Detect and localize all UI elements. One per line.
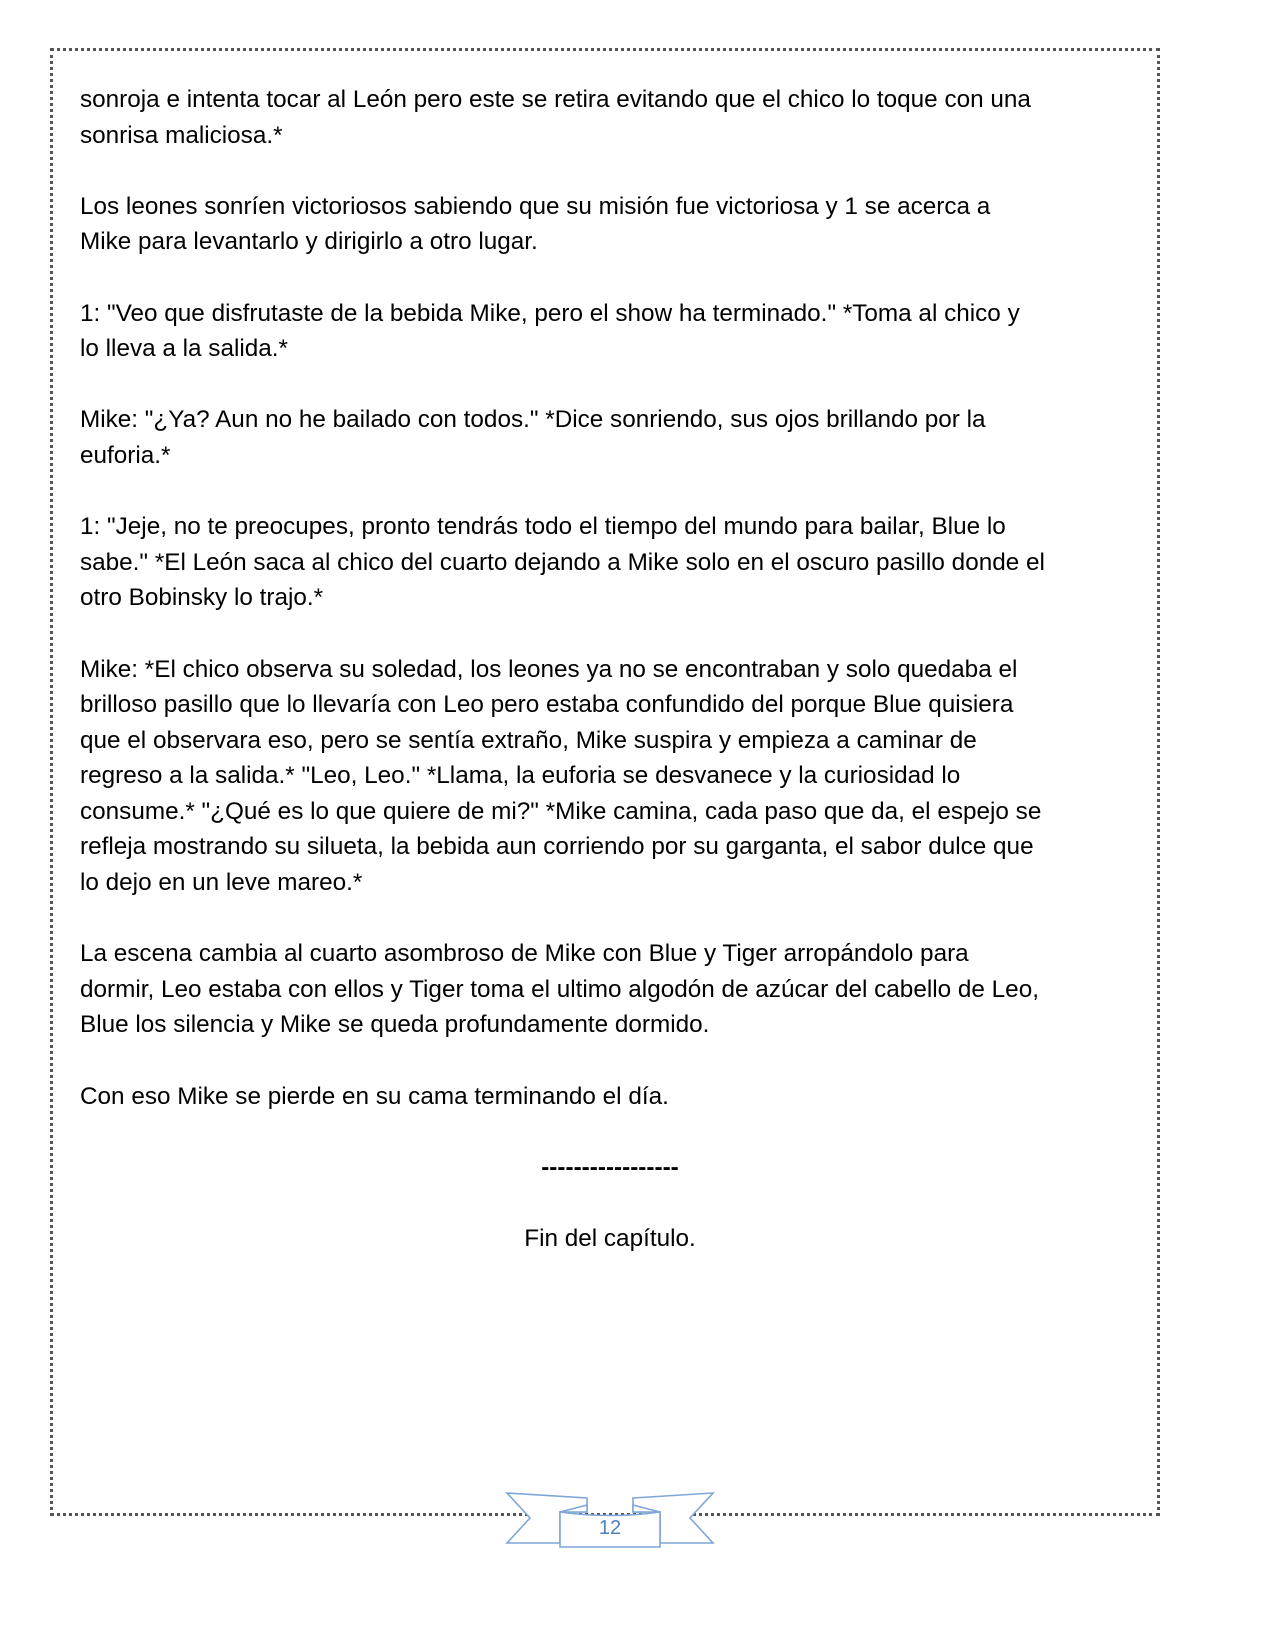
paragraph bbox=[80, 1079, 1160, 1115]
text-line: consume.* "¿Qué es lo que quiere de mi?" *Mike camina, cada paso que da, el espejo se bbox=[80, 797, 1042, 825]
chapter-end-text: Fin del capítulo. bbox=[524, 1225, 696, 1252]
text-line: Mike para levantarlo y dirigirlo a otro lugar. bbox=[80, 228, 538, 256]
paragraph bbox=[80, 296, 1160, 367]
document-body bbox=[80, 82, 1160, 1292]
paragraph bbox=[80, 402, 1160, 473]
text-line: brilloso pasillo que lo llevaría con Leo pero estaba confundido del porque Blue quisiera bbox=[80, 691, 1014, 719]
text-line: lo lleva a la salida.* bbox=[80, 335, 288, 363]
text-line: que el observara eso, pero se sentía extraño, Mike suspira y empieza a caminar de bbox=[80, 726, 977, 754]
paragraph bbox=[80, 82, 1160, 153]
text-line: otro Bobinsky lo trajo.* bbox=[80, 584, 324, 612]
text-line: La escena cambia al cuarto asombroso de Mike con Blue y Tiger arropándolo para bbox=[80, 940, 969, 968]
text-line: 1: "Veo que disfrutaste de la bebida Mike, pero el show ha terminado." *Toma al chico y bbox=[80, 299, 1020, 327]
text-line: refleja mostrando su silueta, la bebida aun corriendo por su garganta, el sabor dulce que bbox=[80, 833, 1034, 861]
text-line: lo dejo en un leve mareo.* bbox=[80, 869, 363, 897]
text-line: Mike: *El chico observa su soledad, los leones ya no se encontraban y solo quedaba el bbox=[80, 655, 1018, 683]
text-line: regreso a la salida.* "Leo, Leo." *Llama, la euforia se desvanece y la curiosidad lo bbox=[80, 762, 961, 790]
text-line: 1: "Jeje, no te preocupes, pronto tendrás todo el tiempo del mundo para bailar, Blue lo bbox=[80, 513, 1006, 541]
text-line: sonrisa maliciosa.* bbox=[80, 121, 283, 149]
section-separator: ----------------- bbox=[541, 1153, 679, 1181]
paragraph bbox=[80, 652, 1160, 901]
text-line: Con eso Mike se pierde en su cama terminando el día. bbox=[80, 1082, 669, 1110]
paragraph bbox=[80, 509, 1160, 616]
text-line: Blue los silencia y Mike se queda profundamente dormido. bbox=[80, 1011, 710, 1039]
page-number: 12 bbox=[598, 1517, 622, 1539]
text-line: sonroja e intenta tocar al León pero este se retira evitando que el chico lo toque con una bbox=[80, 86, 1031, 113]
text-line: Mike: "¿Ya? Aun no he bailado con todos." *Dice sonriendo, sus ojos brillando por la bbox=[80, 406, 986, 434]
text-line: euforia.* bbox=[80, 441, 171, 469]
text-line: Los leones sonríen victoriosos sabiendo que su misión fue victoriosa y 1 se acerca a bbox=[80, 192, 991, 220]
paragraph bbox=[80, 189, 1160, 260]
paragraph bbox=[80, 936, 1160, 1043]
text-line: sabe." *El León saca al chico del cuarto dejando a Mike solo en el oscuro pasillo donde el bbox=[80, 548, 1045, 576]
text-line: dormir, Leo estaba con ellos y Tiger toma el ultimo algodón de azúcar del cabello de Leo, bbox=[80, 975, 1039, 1003]
